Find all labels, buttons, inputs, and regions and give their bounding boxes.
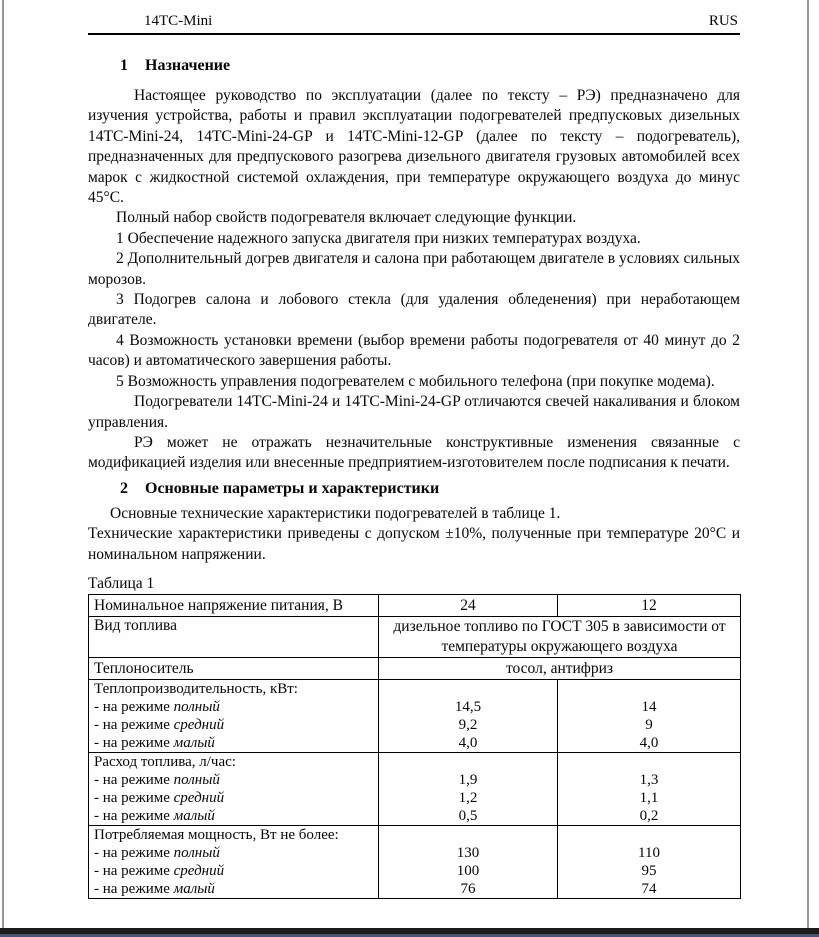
cell-heat-output-labels [89, 680, 379, 753]
section-1-heading [120, 55, 740, 77]
value-12: 14 [641, 699, 657, 716]
table-row-voltage [89, 595, 741, 617]
table-group-heat-output [89, 680, 741, 753]
value-24: 1,2 [458, 790, 478, 807]
header-language-label: RUS [708, 13, 738, 29]
cell-fuel-value: дизельное топливо по ГОСТ 305 в зависимости от температуры окружающего воздуха [379, 617, 741, 658]
mode-label: - на режиме малый [94, 881, 215, 898]
value-12: 74 [641, 881, 657, 898]
cell-heat-output-24 [379, 680, 558, 753]
list-item-5: 5 Возможность управления подогревателем с мобильного телефона (при покупке модема). [116, 372, 715, 390]
list-item-1: 1 Обеспечение надежного запуска двигателя при низких температурах воздуха. [116, 229, 641, 247]
paragraph-functions-lead: Полный набор свойств подогревателя включает следующие функции. [116, 209, 577, 227]
list-item-4: 4 Возможность установки времени (выбор времени работы подогревателя от 40 минут до 2 часов) и автоматического завершения работы. [88, 331, 740, 370]
mode-label: - на режиме малый [94, 735, 215, 752]
cell-fuel-label: Вид топлива [89, 617, 379, 658]
value-12: 9 [645, 717, 653, 734]
cell-voltage-24: 24 [379, 595, 558, 617]
paragraph-table-reference: Основные технические характеристики подогревателей в таблице 1. [110, 504, 561, 522]
table-row-fuel [89, 617, 741, 658]
value-24: 9,2 [458, 717, 478, 734]
value-12: 95 [641, 863, 657, 880]
table-group-power-consumption [89, 826, 741, 899]
specs-table [88, 594, 741, 899]
group-header: Расход топлива, л/час: [94, 754, 236, 771]
mode-label: - на режиме средний [94, 717, 225, 734]
mode-label: - на режиме средний [94, 863, 225, 880]
mode-label: - на режиме средний [94, 790, 225, 807]
paragraph-disclaimer: РЭ может не отражать незначительные конструктивные изменения связанные с модификацией изделия или внесенные предприятием-изготовителем после подписания к печати. [88, 433, 740, 472]
group-header: Теплопроизводительность, кВт: [94, 681, 298, 698]
value-12: 1,1 [639, 790, 659, 807]
mode-label: - на режиме полный [94, 845, 220, 862]
value-12: 110 [638, 845, 660, 862]
table-caption: Таблица 1 [88, 574, 155, 592]
section-1-title: Назначение [145, 57, 231, 74]
cell-fuel-consumption-12 [558, 753, 741, 826]
value-24: 0,5 [458, 808, 478, 825]
cell-fuel-consumption-labels [89, 753, 379, 826]
page-border-right [807, 0, 809, 937]
value-12: 1,3 [639, 772, 659, 789]
table-row-coolant [89, 658, 741, 680]
paragraph-heater-difference: Подогреватели 14TC-Mini-24 и 14TC-Mini-24-GP отличаются свечей накаливания и блоком управления. [88, 393, 740, 431]
cell-fuel-consumption-24 [379, 753, 558, 826]
value-24: 130 [456, 845, 480, 862]
cell-power-consumption-24 [379, 826, 558, 899]
section-2-heading [120, 478, 740, 500]
section-2-title: Основные параметры и характеристики [145, 479, 440, 497]
paragraph-tolerance: Технические характеристики приведены с допуском ±10%, полученные при температуре 20°С и номинальном напряжении. [88, 525, 740, 563]
mode-label: - на режиме полный [94, 772, 220, 789]
value-24: 76 [460, 881, 476, 898]
value-24: 1,9 [458, 772, 478, 789]
document-header [88, 12, 740, 35]
paragraph-intro: Настоящее руководство по эксплуатации (далее по тексту – РЭ) предназначено для изучения устройства, работы и правил эксплуатации подогревателей предпусковых дизельных 14TC-Mini-24, 14TC-Mini-24-GP и 14TC-Mini-12-GP (далее по тексту – подогреватель), предназначенных для предпускового разогрева дизельного двигателя грузовых автомобилей всех марок с жидкостной системой охлаждения, при температуре окружающего воздуха до минус 45°С. [88, 87, 740, 207]
mode-label: - на режиме полный [94, 699, 220, 716]
group-header: Потребляемая мощность, Вт не более: [94, 827, 339, 844]
section-1-number: 1 [120, 57, 128, 74]
cell-coolant-label: Теплоноситель [89, 658, 379, 680]
value-12: 4,0 [639, 735, 659, 752]
value-12: 0,2 [639, 808, 659, 825]
page-content [88, 12, 740, 899]
list-item-3: 3 Подогрев салона и лобового стекла (для удаления обледенения) при неработающем двигателе. [88, 291, 740, 329]
header-model-label: 14TC-Mini [144, 13, 213, 29]
value-24: 14,5 [454, 699, 482, 716]
cell-power-consumption-labels [89, 826, 379, 899]
cell-heat-output-12 [558, 680, 741, 753]
page-border-left [2, 0, 4, 937]
cell-voltage-12: 12 [558, 595, 741, 617]
mode-label: - на режиме малый [94, 808, 215, 825]
section-2-number: 2 [120, 479, 128, 497]
table-group-fuel-consumption [89, 753, 741, 826]
cell-power-consumption-12 [558, 826, 741, 899]
list-item-2: 2 Дополнительный догрев двигателя и салона при работающем двигателе в условиях сильных морозов. [88, 250, 740, 288]
value-24: 100 [456, 863, 480, 880]
cell-coolant-value: тосол, антифриз [379, 658, 741, 680]
value-24: 4,0 [458, 735, 478, 752]
cell-voltage-label: Номинальное напряжение питания, В [89, 595, 379, 617]
